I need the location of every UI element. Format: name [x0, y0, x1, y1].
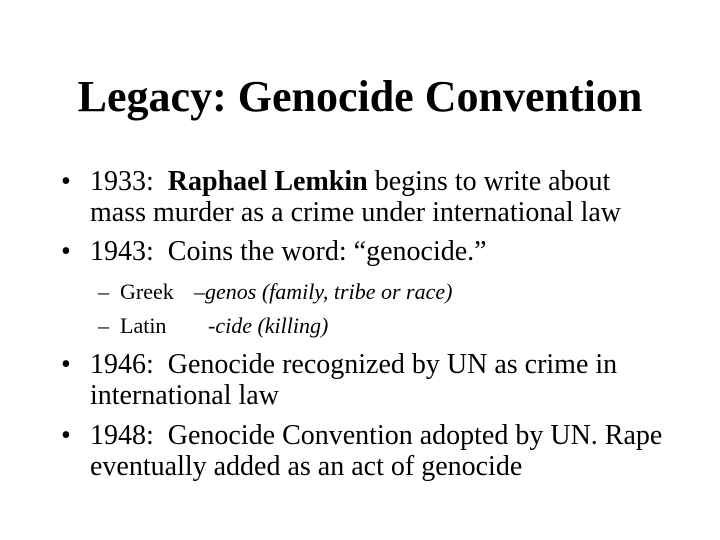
sub-term: Latin — [120, 313, 167, 338]
bullet-line — [90, 166, 610, 197]
bullet-line: 1946: Genocide recognized by UN as crime in — [90, 349, 618, 380]
bullet-marker: • — [61, 166, 71, 197]
sub-gloss: -cide (killing) — [208, 313, 329, 338]
sub-gloss: –genos (family, tribe or race) — [194, 279, 453, 304]
bullet-marker: • — [61, 420, 71, 451]
bullet-line: 1943: Coins the word: “genocide.” — [90, 236, 487, 267]
bullet-text: begins to write about — [367, 166, 611, 197]
bullet-marker: • — [61, 349, 71, 380]
bullet-line: 1948: Genocide Convention adopted by UN. Rape — [90, 420, 663, 451]
bullet-line: mass murder as a crime under international law — [90, 197, 622, 228]
sub-dash: – — [98, 279, 109, 304]
bullet-line: eventually added as an act of genocide — [90, 451, 523, 482]
bullet-bold-name: Raphael Lemkin — [167, 166, 368, 197]
sub-term: Greek — [120, 279, 174, 304]
bullet-prefix: 1933: — [90, 166, 168, 197]
bullet-line: international law — [90, 380, 279, 411]
slide-title: Legacy: Genocide Convention — [77, 72, 643, 121]
bullet-marker: • — [61, 236, 71, 267]
sub-dash: – — [98, 313, 109, 338]
